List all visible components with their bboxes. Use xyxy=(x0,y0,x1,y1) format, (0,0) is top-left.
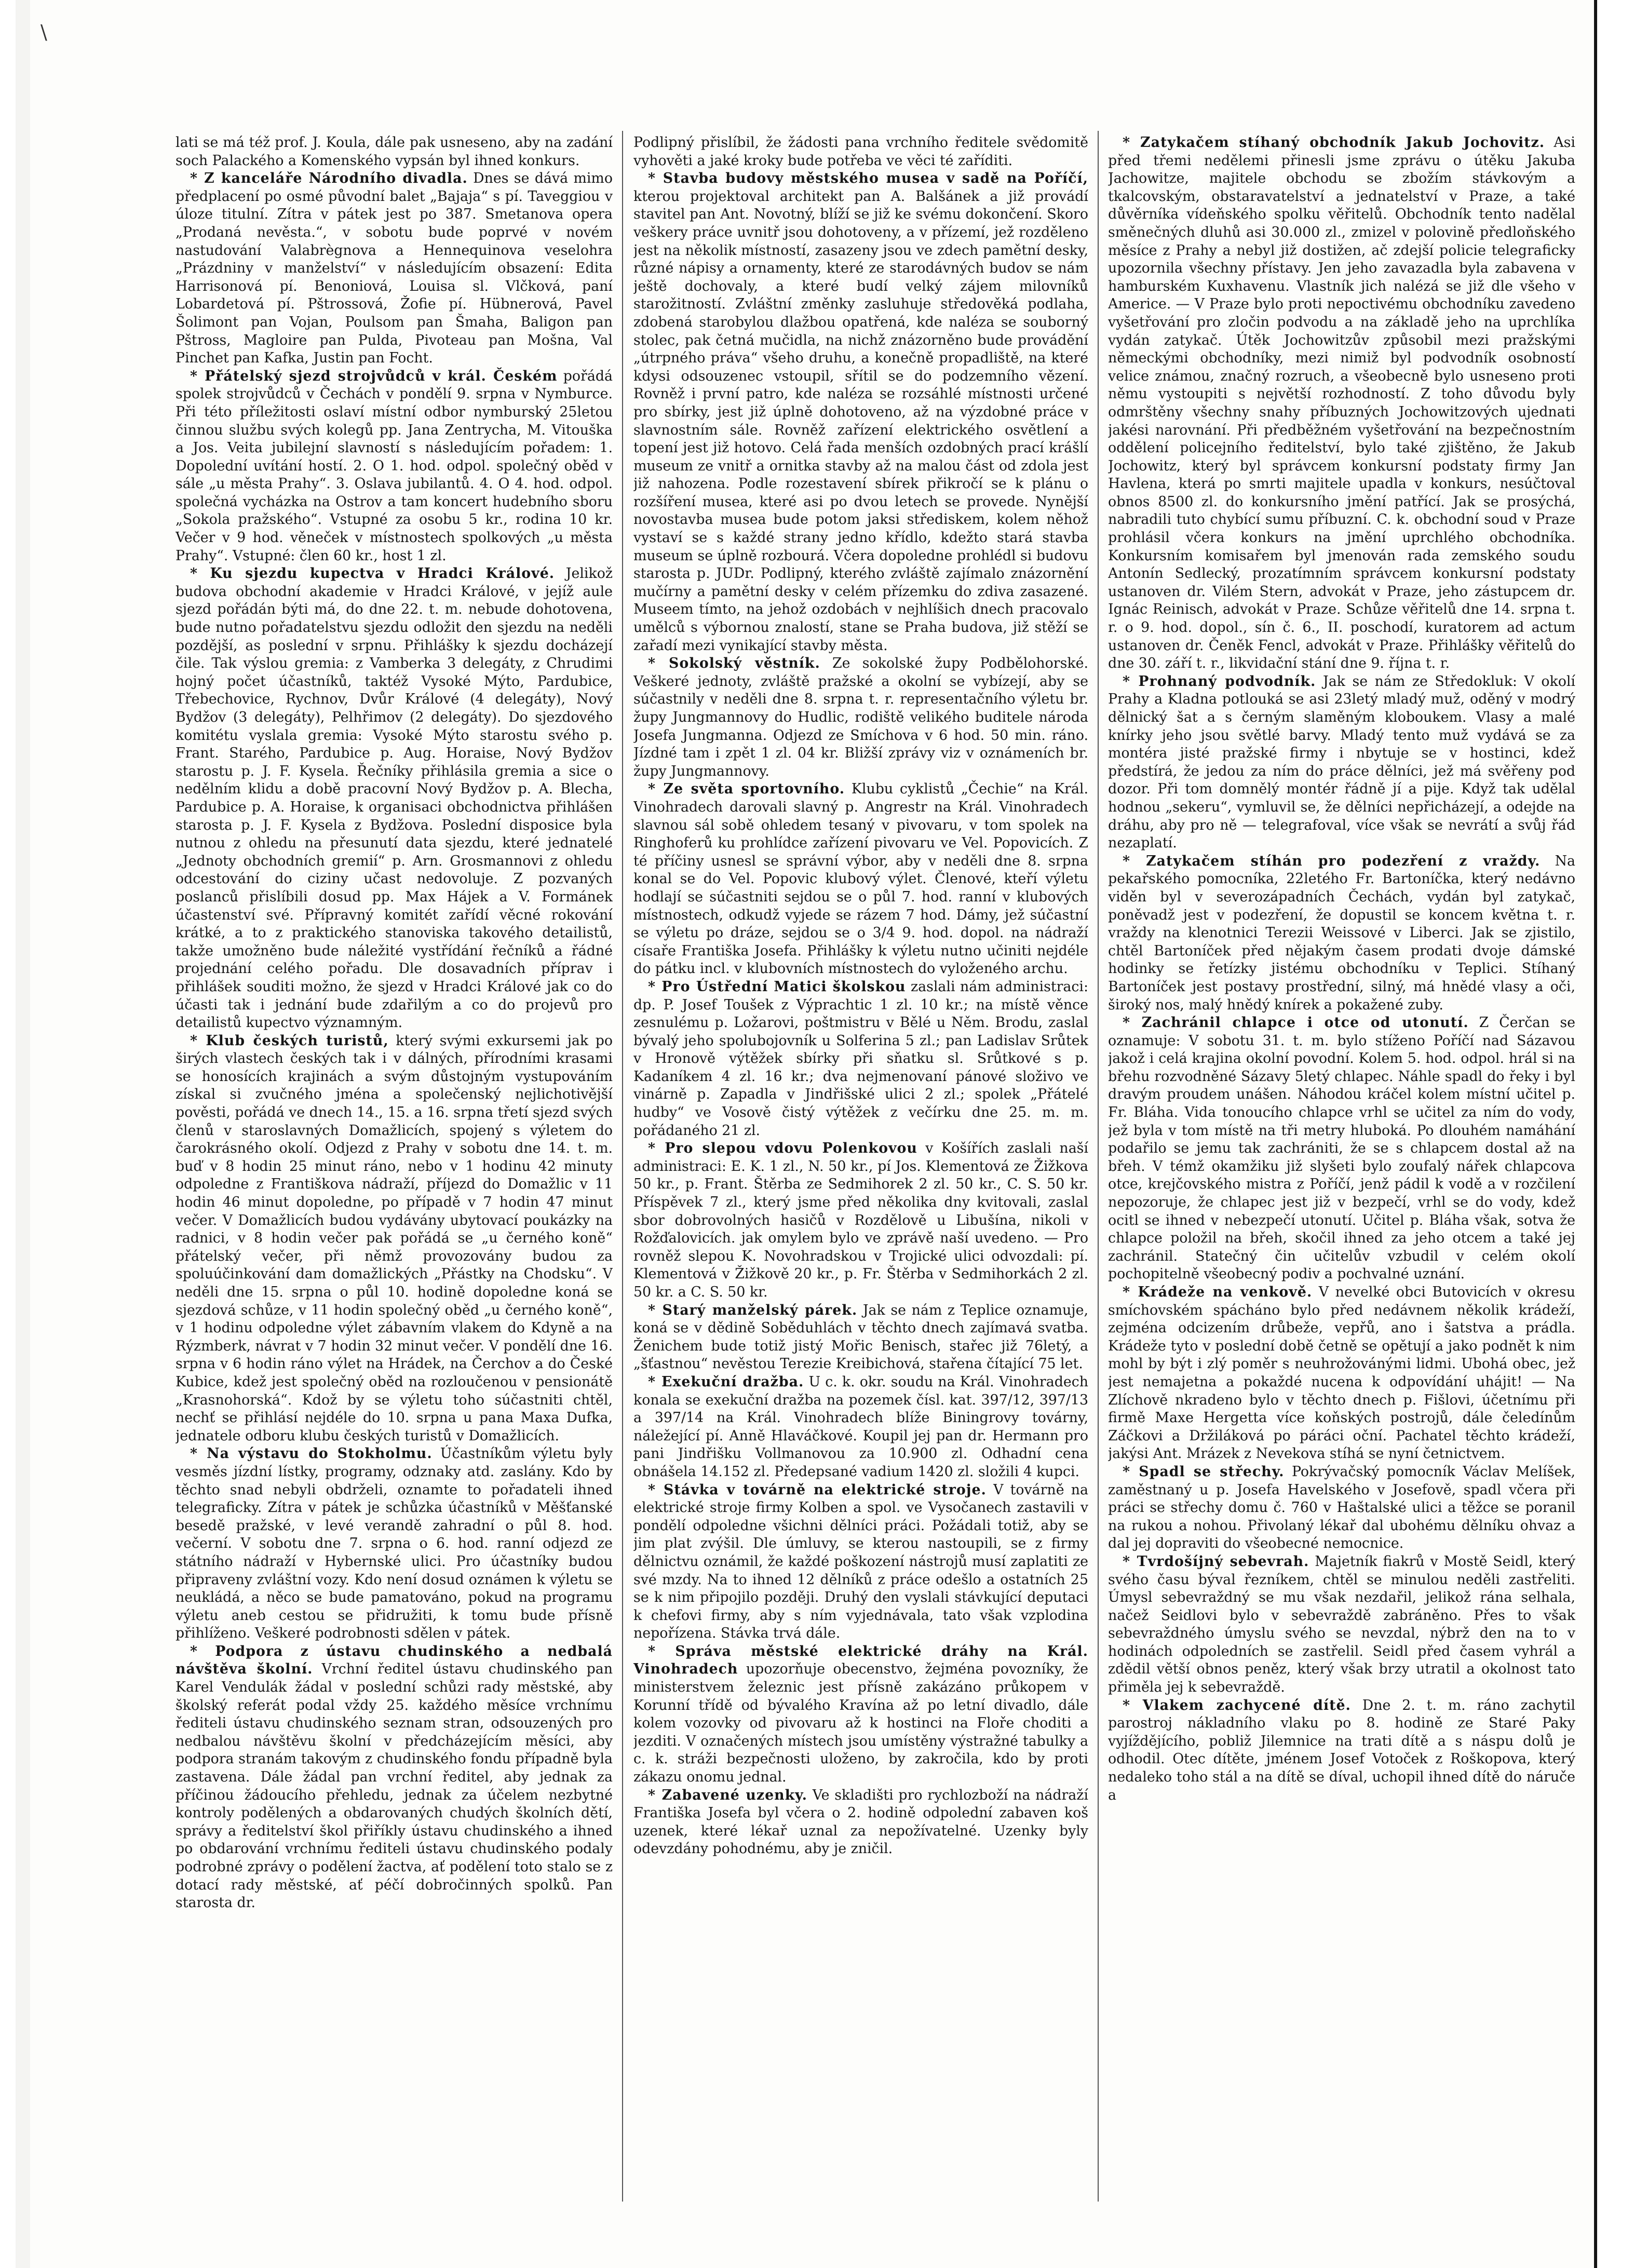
news-item xyxy=(175,170,613,368)
news-body: lati se má též prof. J. Koula, dále pak usneseno, aby na zadání soch Palackého a Komenského vypsán byl ihned konkurs. xyxy=(175,134,613,169)
news-headline: * Ku sjezdu kupectva v Hradci Králové. xyxy=(190,565,555,582)
news-item xyxy=(1108,134,1575,673)
news-body: kterou projektoval architekt pan A. Balšánek a již provádí stavitel pan Ant. Novotný, blíží se již ke svému dokončení. Skoro veškery práce uvnitř jsou dohotoveny, a v přízemí, jež rozděleno jest na několik místností, zasazeny jsou ve zdech pamětní desky, různé nápisy a ornamenty, které ze starodávných budov se nám ještě dochovaly, a které budí velký zájem milovníků starožitností. Zvláštní změnky zasluhuje středověká podlaha, zdobená starobylou dlažbou opatřená, kde naléza se souborný stolec, pak četná mučidla, na nichž znázorněno bude provádění „útrpného práva“ všeho druhu, a konečně propadliště, na které kdysi odsouzenec vstoupil, sřítil se do podzemního vězení. Rovněž i první patro, kde naléza se rozsáhlé místnosti určené pro sbírky, jest již úplně dohotoveno, až na výzdobné práce v slavnostním sále. Rovněž zařízení elektrického osvětlení a topení jest již hotovo. Celá řada menších ozdobných prací krášlí museum ze vnitř a ornitka stavby až na malou část od zdola jest již nahozena. Podle rozestavení sbírek přikročí se k plánu o rozšíření musea, které asi po dvou letech se provede. Nynější novostavba musea bude potom jaksi střediskem, kolem něhož vystaví se s každé strany jedno křídlo, kdežto stará stavba museum se úplně rozbourá. Včera dopoledne prohlédl si budovu starosta p. JUDr. Podlipný, kterého zvláště zajímalo znázornění mučírny a pamětní desky v celém přízemku do zdiva zasazené. Museem tímto, na jehož ozdobách v nejhlíšich dnech pracovalo umělců s výbornou znalostí, stane se Praha budova, již stěží se zařadí mezi vynikající stavby města. xyxy=(633,188,1088,654)
news-headline: * Podpora z ústavu chudinského a nedbalá návštěva školní. xyxy=(175,1643,613,1678)
news-headline: * Z kanceláře Národního divadla. xyxy=(190,170,468,187)
column-right xyxy=(1108,134,1575,2202)
continued-text xyxy=(175,134,613,170)
news-headline: * Pro slepou vdovu Polenkovou xyxy=(648,1140,917,1157)
news-headline: * Zatykačem stíhán pro podezření z vraždy. xyxy=(1123,853,1541,869)
news-body: Majetník fiakrů v Mostě Seidl, který svého času býval řezníkem, chtěl se minulou neděli zastřeliti. Úmysl sebevraždný se mu však nezdařil, jelikož rána selhala, načež Seidlovi bylo v sebevraždě zabráněno. Přes to však sebevraždného úmyslu svého se nevzdal, nýbrž den na to v hodinách odpoledních se zastřelil. Seidl před časem vyhrál a zdědil větší obnos peněz, který však brzy utratil a okolnost tato přiměla jej k sebevraždě. xyxy=(1108,1553,1575,1696)
news-headline: * Na výstavu do Stokholmu. xyxy=(190,1446,433,1462)
news-item xyxy=(633,1787,1088,1858)
news-body: Jak se nám z Teplice oznamuje, koná se v dědině Soběduhlách v těchto dnech zajímavá svatba. Ženichem bude totiž jistý Mořic Benisch, stařec již 76letý, a „šťastnou“ nevěstou Terezie Kreibichová, stařena čítající 75 let. xyxy=(633,1302,1088,1372)
column-middle xyxy=(633,134,1088,2202)
news-item xyxy=(175,1643,613,1912)
news-headline: * Správa městské elektrické dráhy na Král. Vinohradech xyxy=(633,1643,1088,1678)
news-body: zaslali nám administraci: dp. P. Josef Toušek z Výprachtic 1 zl. 10 kr.; na místě věnce zesnulému p. Ložarovi, poštmistru v Bělé u Něm. Brodu, zaslal bývalý jeho spolubojovník u Solferina 5 zl.; pan Ladislav Srůtek v Hronově výtěžek sbírky při sňatku sl. Srůtkové s p. Kadaníkem 4 zl. 16 kr.; dva nejmenovaní pánové složivo ve vinárně p. Zapadla v Jindřišské ulici 2 zl.; spolek „Přátelé hudby“ ve Vosově čistý výtěžek z večírku dne 25. m. m. pořádaného 21 zl. xyxy=(633,978,1088,1139)
scan-edge xyxy=(16,0,30,2268)
news-body: pořádá spolek strojvůdců v Čechách v pondělí 9. srpna v Nymburce. Při této příležitosti oslaví místní odbor nymburský 25letou činnou službu svých kolegů pp. Jana Zentrycha, M. Vitouška a Jos. Veita jubilejní slavností s následujícím pořadem: 1. Dopolední uvítání hostí. 2. O 1. hod. odpol. společný oběd v sále „u města Prahy“. 3. Oslava jubilantů. 4. O 4. hod. odpol. společná vycházka na Ostrov a tam koncert hudebního sboru „Sokola pražského“. Vstupné za osobu 5 kr., rodina 10 kr. Večer v 9 hod. věneček v místnostech spolkových „u města Prahy“. Vstupné: člen 60 kr., host 1 zl. xyxy=(175,368,613,564)
news-body: Na pekařského pomocníka, 22letého Fr. Bartoníčka, který nedávno viděn byl v severozápadních Čechách, vydán byl zatykač, poněvadž jest v podezření, že dopustil se koncem května t. r. vraždy na klenotnici Terezii Weissové v Liberci. Jak se zjistilo, chtěl Bartoníček před nějakým časem prodati dvoje dámské hodinky se řetízky jistému obchodníku v Teplici. Stíhaný Bartoníček jest postavy prostřední, silný, má hnědé vlasy a oči, široký nos, malý hnědý knírek a pokažené zuby. xyxy=(1108,853,1575,1013)
news-headline: * Vlakem zachycené dítě. xyxy=(1123,1697,1351,1713)
news-body: Z Čerčan se oznamuje: V sobotu 31. t. m. bylo stíženo Poříčí nad Sázavou jakož i celá krajina okolní povodní. Kolem 5. hod. odpol. hrál si na břehu rozvodněné Sázavy 5letý chlapec. Náhle spadl do řeky i byl dravým proudem unášen. Náhodou kráčel kolem místní učitel p. Fr. Bláha. Vida tonoucího chlapce vrhl se učitel za ním do vody, jež byla v tom místě na tři metry hluboká. Po dlouhém namáhání podařilo se jemu tak zachrániti, že se s chlapcem dostal až na břeh. V témž okamžiku již slyšeti bylo zoufalý nářek chlapcova otce, krejčovského mistra z Poříčí, jenž pádil k vodě a v rozčilení nepozoruje, že chlapec jest již v bezpečí, vrhl se do vody, kdež ocitl se ihned v nebezpečí utonutí. Učitel p. Bláha však, sotva že chlapce položil na břeh, skočil ihned za jeho otcem a také jej zachránil. Statečný čin učitelův vzbudil v celém okolí pochopitelně všeobecný podiv a pochvalné uznání. xyxy=(1108,1015,1575,1282)
news-item xyxy=(1108,853,1575,1014)
news-headline: * Exekuční dražba. xyxy=(648,1373,804,1390)
news-item xyxy=(633,1373,1088,1481)
news-item xyxy=(1108,1553,1575,1697)
news-body: Pokrývačský pomocník Václav Melíšek, zaměstnaný u p. Josefa Havelského v Josefově, spadl včera při práci se střechy domu č. 760 v Haštalské ulici a těžce se poranil na rukou a nohou. Přivolaný lékař dal ubohému dělníku ohvaz a dal jej dopraviti do všeobecné nemocnice. xyxy=(1108,1463,1575,1552)
news-headline: * Stavba budovy městského musea v sadě na Poříčí, xyxy=(648,170,1088,187)
news-body: Účastníkům výletu byly vesměs jízdní lístky, programy, odznaky atd. zaslány. Kdo by těchto snad nebyli obdrželi, oznamte to pořadateli ihned telegraficky. Zítra v pátek je schůzka účastníků v Měšťanské besedě pražské, v levé verandě zahradní o půl 8. hod. večerní. V sobotu dne 7. srpna o 6. hod. ranní odjezd ze státního nádraží v Hybernské ulici. Pro účastníky budou připraveny zvláštní vozy. Kdo není dosud oznámen k výletu se neukládá, a něco se bude pamatováno, pokud na programu výletu aneb cestou se přidružiti, k tomu bude přísně přihlíženo. Veškeré podrobnosti sdělen v pátek. xyxy=(175,1446,613,1642)
news-headline: * Pro Ústřední Matici školskou xyxy=(648,978,906,995)
news-item xyxy=(175,1445,613,1643)
news-item xyxy=(633,1302,1088,1373)
news-body: Podlipný přislíbil, že žádosti pana vrchního ředitele svědomitě vyhověti a jaké kroky bude potřeba ve věci té zaříditi. xyxy=(633,134,1088,169)
news-item xyxy=(633,978,1088,1140)
corner-mark: \ xyxy=(40,21,47,44)
news-item xyxy=(175,1032,613,1446)
news-body: Jak se nám ze Středokluk: V okolí Prahy a Kladna potlouká se asi 23letý mladý muž, oděný v modrý dělnický šat a s černým slaměným kloboukem. Vlasy a malé knírky jeho jsou světlé barvy. Mladý tento muž vydává se za montéra jisté pražské firmy i nbytuje se v hostinci, kdež předstírá, že jedou za ním do práce dělníci, jež má svěřeny pod dozor. Při tom domnělý montér řádně jí a pije. Když tak udělal hodnou „sekeru“, vymluvil se, že dělníci nepřicházejí, a odejde na dráhu, aby pro ně — telegrafoval, více však se nevrátí a svůj řád nezaplatí. xyxy=(1108,673,1575,852)
news-body: Vrchní ředitel ústavu chudinského pan Karel Vendulák žádal v poslední schůzi rady městské, aby školský referát podal vždy 25. každého měsíce vrchnímu řediteli ústavu chudinského seznam stran, odsouzených pro nedbalou návštěvu školní v předcházejícím měsíci, aby podpora stranám takovým z chudinského fondu případně byla zastavena. Dále žádal pan vrchní ředitel, aby jednak za příčinou žádoucího přehledu, jednak za účelem nezbytné kontroly podělených a obdarovaných chudých školních dětí, správy a ředitelství škol přiříkly ústavu chudinského a ihned po obdarování vrchnímu řediteli ústavu chudinského podaly podrobné zprávy o podělení žactva, ať podělení toto stalo se z dotací rady městské, ať péčí dobročinných spolků. Pan starosta dr. xyxy=(175,1661,613,1911)
news-item xyxy=(633,170,1088,655)
news-headline: * Starý manželský párek. xyxy=(648,1302,858,1318)
news-item xyxy=(1108,1697,1575,1805)
news-item xyxy=(1108,1463,1575,1553)
news-item xyxy=(633,780,1088,978)
news-item xyxy=(1108,1014,1575,1284)
news-item xyxy=(633,1481,1088,1643)
news-item xyxy=(633,1140,1088,1301)
news-body: V nevelké obci Butovicích v okresu smíchovském spácháno bylo před nedávnem několik krádeží, zejména odcizením drůbeže, vepřů, ano i šatstva a prádla. Krádeže tyto v poslední době četně se opětují a jako podnět k nim mohl by být i zlý poměr s neuhrožovánými lidmi. Ubohá obec, jež jest nemajetna a pokaždé nucena k odpovídání uhájit! — Na Zlíchově nkradeno bylo v těchto dnech p. Fišlovi, účetnímu při firmě Maxe Hergetta více koňských postrojů, dále čeledínům Záčkovi a Držiláková po páráci oční. Pachatel těchto krádeží, jakýsi Ant. Mrázek z Nevekova stíhá se nyní četnictvem. xyxy=(1108,1284,1575,1462)
news-headline: * Krádeže na venkově. xyxy=(1123,1284,1313,1300)
news-body: v Košířích zaslali naší administraci: E. K. 1 zl., N. 50 kr., pí Jos. Klementová ze Žižkova 50 kr., p. Frant. Štěrba ze Sedmihorek 2 zl. 50 kr., C. S. 50 kr. Příspěvek 7 zl., který jsme před několika dny kvitovali, zaslal sbor dobrovolných hasičů v Rozdělově u Libušína, nikoli v Rožďalovicích. jak omylem bylo ve zprávě naší uvedeno. — Pro rovněž slepou K. Novohradskou v Trojické ulici odvozdali: pí. Klementová v Žižkově 20 kr., p. Fr. Štěrba v Sedmihorkách 2 zl. 50 kr. a C. S. 50 kr. xyxy=(633,1140,1088,1300)
column-left xyxy=(175,134,613,2202)
news-body: Asi před třemi nedělemi přinesli jsme zprávu o útěku Jakuba Jachowitze, majitele obchodu se zbožím stávkovým a tkalcovským, obstaravatelství a jednatelství v Praze, a také důvěrníka vídeňského spolku věřitelů. Obchodník tento nadělal směnečných dluhů asi 30.000 zl., zmizel v polovině předloňského měsíce z Prahy a nebyl již dostižen, ač zdejší policie telegraficky upozornila všechny přístavy. Jen jeho zavazadla byla zabavena v hamburském Kuxhavenu. Vlastník jich nalézá se již dle všeho v Americe. — V Praze bylo proti nepoctivému obchodníku zavedeno vyšetřování pro zločin podvodu a na základě jeho na uprchlíka vydán zatykač. Útěk Jochowitzův způsobil mezi pražskými německými obchodníky, mezi nimiž byl podvodník osobností velice známou, značný rozruch, a všeobecně bylo usneseno proti němu vystoupiti s největší rozhodností. Z toho důvodu byly odmrštěny všechny snahy příbuzných Jochowitzových ujednati jakési narovnání. Při předběžném vyšetřování na bezpečnostním oddělení policejního ředitelství, bylo také zjištěno, že Jakub Jochowitz, který byl správcem konkursní podstaty firmy Jan Havlena, která po smrti majitele upadla v konkurs, nesúčtoval obnos 8500 zl. do konkursního jmění patřící. Jak se prosýchá, nabradili tuto chybící sumu příbuzní. C. k. obchodní soud v Praze prohlásil včera konkurs na jmění uprchlého obchodníka. Konkursním komisařem byl jmenován rada zemského soudu Antonín Sedlecký, prozatímním správcem konkursní podstaty ustanoven dr. Vilém Stern, advokát v Praze, jeho zástupcem dr. Ignác Reinisch, advokát v Praze. Schůze věřitelů dne 14. srpna t. r. o 9. hod. dopol., sín č. 6., II. poschodí, kuratorem ad actum ustanoven dr. Čeněk Fencl, advokát v Praze. Přihlášky věřitelů do dne 30. září t. r., likvidační stání dne 9. října t. r. xyxy=(1108,134,1575,672)
news-item xyxy=(633,1643,1088,1787)
news-headline: * Tvrdošíjný sebevrah. xyxy=(1123,1553,1309,1570)
news-headline: * Spadl se střechy. xyxy=(1123,1463,1285,1480)
column-rule xyxy=(622,131,623,2202)
news-body: Dne 2. t. m. ráno zachytil parostroj nákladního vlaku po 8. hodině ze Staré Paky vyjíždějícího, pobliž Jilemnice na trati dítě a s náspu dolů je odhodil. Otec dítěte, jménem Josef Votoček z Roškopova, který nedaleko toho stál a na dítě se díval, uchopil ihned dítě do náruče a xyxy=(1108,1697,1575,1803)
news-body: Ve skladišti pro rychlozboží na nádraží Františka Josefa byl včera o 2. hodině odpolední zabaven koš uzenek, které lékař uznal za nepožívatelné. Uzenky byly odevzdány pohodnému, aby je zničil. xyxy=(633,1787,1088,1857)
column-rule xyxy=(1098,131,1099,2202)
news-body: který svými exkursemi jak po širých vlastech českých tak i v dálných, přírodními krasami se honosících krajinách a svým důstojným vystupováním získal si zvučného jména a společenský nejlichotivější pověsti, pořádá ve dnech 14., 15. a 16. srpna třetí sjezd svých členů v staroslavných Domažlicích, spojený s výletem do čarokrásného okolí. Odjezd z Prahy v sobotu dne 14. t. m. buď v 8 hodin 25 minut ráno, nebo v 1 hodinu 42 minuty odpoledne z Františkova nádraží, příjezd do Domažlic v 11 hodin 46 minut dopoledne, po případě v 7 hodin 47 minut večer. V Domažlicích budou vydávány ubytovací poukázky na radnici, v 8 hodin večer pak pořádá se „u černého koně“ přátelský večer, při němž provozovány budou za spoluúčinkování dam domažlických „Přástky na Chodsku“. V neděli dne 15. srpna o půl 10. hodině dopoledne koná se sjezdová schůze, v 11 hodin společný oběd „u černého koně“, v 1 hodinu odpoledne výlet zábavním vlakem do Kdyně a na Rýzmberk, návrat v 7 hodin 32 minut večer. V pondělí dne 16. srpna v 6 hodin ráno výlet na Hrádek, na Čerchov a do České Kubice, kdež jest společný oběd na rozloučenou v pensionátě „Krasnohorská“. Kdož by se výletu toho súčastniti chtěl, nechť se přihlásí nejdéle do 10. srpna u pana Maxa Dufka, jednatele odboru klubu českých turistů v Domažlicích. xyxy=(175,1032,613,1444)
news-headline: * Stávka v továrně na elektrické stroje. xyxy=(648,1481,987,1498)
news-headline: * Přátelský sjezd strojvůdců v král. Českém xyxy=(190,368,558,384)
news-headline: * Zatykačem stíhaný obchodník Jakub Jochovitz. xyxy=(1123,134,1545,151)
news-headline: * Klub českých turistů, xyxy=(190,1032,389,1049)
news-body: Jelikož budova obchodní akademie v Hradci Králové, v jejíž aule sjezd pořádán býti má, do dne 22. t. m. nebude dohotovena, bude nutno pořadatelstvu sjezdu odložit den sjezdu na neděli pozdější, as poslední v srpnu. Přihlášky k sjezdu docházejí čile. Tak výslou gremia: z Vamberka 3 delegáty, z Chrudimi hojný počet účastníků, taktéž Vysoké Mýto, Pardubice, Třebechovice, Rychnov, Dvůr Králové (4 delegáty), Nový Bydžov (3 delegáty), Pelhřimov (2 delegáty). Do sjezdového komitétu vyslala gremia: Vysoké Mýto starostu svého p. Frant. Starého, Pardubice p. Aug. Horaise, Nový Bydžov starostu p. J. F. Kysela. Řečníky přihlásila gremia a sice o nedělním klidu a době pracovní Nový Bydžov p. A. Blecha, Pardubice p. A. Horaise, k organisaci obchodnictva přihlášen starosta p. J. F. Kysela z Bydžova. Poslední disposice byla nutnou z ohledu na přesunutí data sjezdu, které jednatelé „Jednoty obchodních gremií“ p. Arn. Grosmannovi z ohledu odcestování do ciziny učast nedovoluje. Z pozvaných poslanců přislíbili dosud pp. Max Hájek a V. Formánek účastenství své. Přípravný komitét zařídí věcné rokování krátké, a to z praktického stanoviska takového detailistů, takže umožněno bude náležité vystřídání řečníků a řádné projednání celého pořadu. Dle dosavadních příprav i přihlášek souditi možno, že sjezd v Hradci Králové jak co do účasti tak i jednání bude zdařilým a co do projevů pro detailistů kupectvo významným. xyxy=(175,565,613,1031)
continued-text xyxy=(633,134,1088,170)
news-item xyxy=(175,565,613,1032)
news-headline: * Prohnaný podvodník. xyxy=(1123,673,1316,690)
news-body: upozorňuje obecenstvo, žejména povozníky, že ministerstvem železnic jest přísně zakázáno průkopem v Korunní třídě od bývalého Kravína až po letní divadlo, dále kolem vozovky od pivovaru až k hostinci na Floře choditi a jezditi. V označených místech jsou umístěny výstražné tabulky a c. k. stráži bezpečnosti uloženo, by zakročila, kdo by proti zákazu onomu jednal. xyxy=(633,1661,1088,1786)
newspaper-page xyxy=(16,0,1597,2268)
news-item xyxy=(175,368,613,565)
news-item xyxy=(633,655,1088,780)
news-headline: * Sokolský věstník. xyxy=(648,655,820,672)
news-body: Klubu cyklistů „Čechie“ na Král. Vinohradech darovali slavný p. Angrestr na Král. Vinohradech slavnou sál sobě ohledem tesaný v pivovaru, v tom spolek na Ringhoferů ku prohlídce zařízení pivovaru ve Vel. Popovicích. Z té příčiny usnesl se správní výbor, aby v neděli dne 8. srpna konal se do Vel. Popovic klubový výlet. Členové, kteří výletu hodlají se súčastniti sejdou se o půl 7. hod. ranní v klubových místnostech, odkudž vyjede se rázem 7 hod. Dámy, jež súčastní se výletu po dráze, sejdou se o 3/4 9. hod. dopol. na nádraží císaře Františka Josefa. Přihlášky k výletu nutno učiniti nejdéle do pátku incl. v klubovních místnostech do vyloženého archu. xyxy=(633,781,1088,977)
news-item xyxy=(1108,673,1575,853)
news-headline: * Zabavené uzenky. xyxy=(648,1787,807,1803)
news-headline: * Ze světa sportovního. xyxy=(648,781,845,798)
news-headline: * Zachránil chlapce i otce od utonutí. xyxy=(1123,1015,1469,1031)
news-body: Ze sokolské župy Podbělohorské. Veškeré jednoty, zvláště pražské a okolní se vybízejí, aby se súčastnily v neděli dne 8. srpna t. r. representačního výletu br. župy Jungmannovy do Hudlic, rodiště velikého buditele národa Josefa Jungmanna. Odjezd ze Smíchova v 6 hod. 50 min. ráno. Jízdné tam i zpět 1 zl. 04 kr. Bližší zprávy viz v oznámeních br. župy Jungmannovy. xyxy=(633,655,1088,779)
news-body: U c. k. okr. soudu na Král. Vinohradech konala se exekuční dražba na pozemek čísl. kat. 397/12, 397/13 a 397/14 na Král. Vinohradech blíže Biningrovy továrny, náležející pí. Anně Hlaváčkové. Koupil jej pan dr. Hermann pro pani Jindřišku Vollmanovou za 10.900 zl. Odhadní cena obnášela 14.152 zl. Předepsané vadium 1420 zl. složili 4 kupci. xyxy=(633,1373,1088,1480)
news-body: V továrně na elektrické stroje firmy Kolben a spol. ve Vysočanech zastavili v pondělí odpoledne všichni dělníci práci. Požádali totiž, aby se jim plat zvýšil. Dle úmluvy, se kterou nastoupili, se z firmy dělnictvu oznámil, že každé poškození nástrojů musí zaplatiti ze své mzdy. Na to ihned 12 dělníků z práce odešlo a ostatních 25 se k nim připojilo později. Druhý den vyslali stávkující deputaci k chefovi firmy, aby s ním vyjednávala, tato však vzplodina nepořízena. Stávka trvá dále. xyxy=(633,1481,1088,1642)
news-body: Dnes se dává mimo předplacení po osmé původní balet „Bajaja“ s pí. Taveggiou v úloze titulní. Zítra v pátek jest po 387. Smetanova opera „Prodaná nevěsta.“, v sobotu bude poprvé v novém nastudování Valabrègnova a Hennequinova veselohra „Prázdniny v manželství“ v následujícím obsazení: Edita Harrisonová pí. Benoniová, Louisa sl. Vlčková, paní Lobardetová pí. Pštrossová, Žofie pí. Hübnerová, Pavel Šolimont pan Vojan, Poulsom pan Šmaha, Baligon pan Pštross, Magloire pan Pulda, Pivoteau pan Mošna, Val Pinchet pan Kafka, Justin pan Focht. xyxy=(175,170,613,367)
news-item xyxy=(1108,1284,1575,1463)
